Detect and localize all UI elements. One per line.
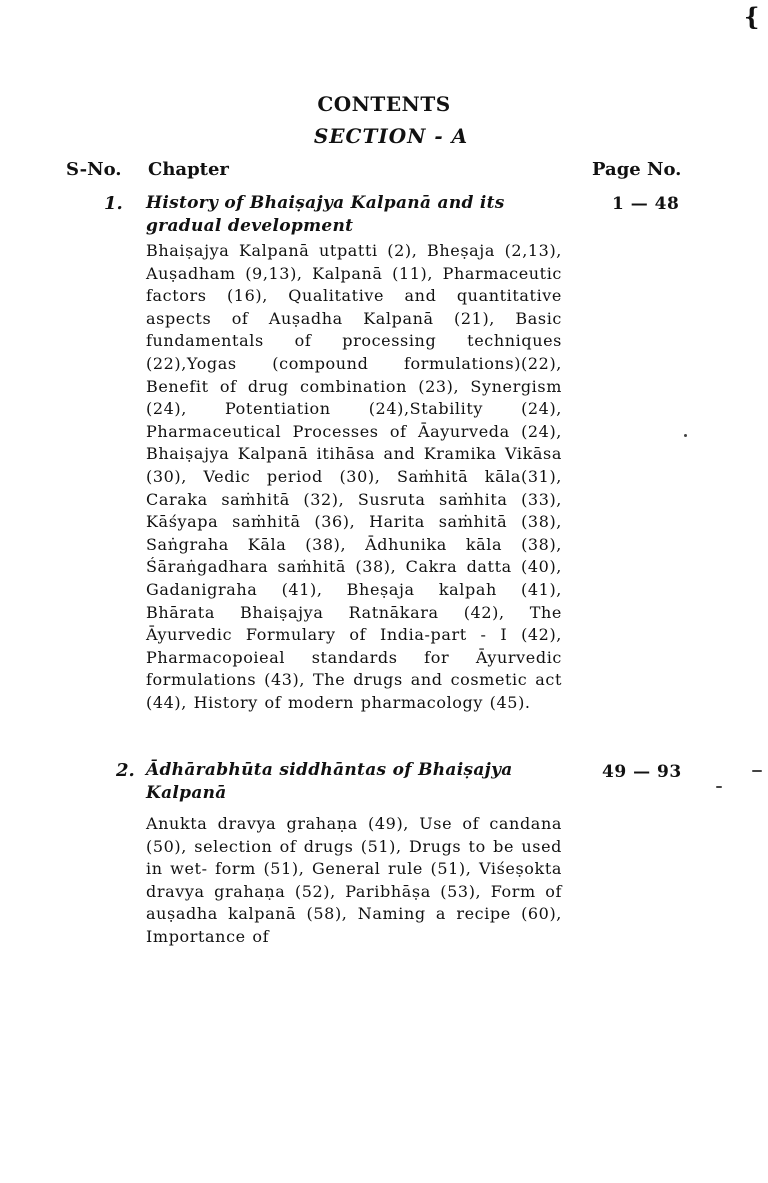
entry-1-number: 1. bbox=[104, 193, 123, 214]
page-title: CONTENTS bbox=[317, 92, 451, 116]
entry-1-description: Bhaiṣajya Kalpanā utpatti (2), Bheṣaja (2,13), Auṣadham (9,13), Kalpanā (11), Pharmaceutic factors (16), Qualitative and quantitative aspects of Auṣadha Kalpanā (21), Basic fundamentals of processing techniques (22),Yogas (compound formulations)(22), Benefit of drug combination (23), Synergism (24), Potentiation (24),Stability (24), Pharmaceutical Processes of Āayurveda (24), Bhaiṣajya Kalpanā itihāsa and Kramika Vikāsa (30), Vedic period (30), Saṁhitā kāla(31), Caraka saṁhitā (32), Susruta saṁhita (33), Kāśyapa saṁhitā (36), Harita saṁhitā (38), Saṅgraha Kāla (38), Ādhunika kāla (38), Śāraṅgadhara saṁhitā (38), Cakra datta (40), Gadanigraha (41), Bheṣaja kalpah (41), Bhārata Bhaiṣajya Ratnākara (42), The Āyurvedic Formulary of India-part - I (42), Pharmacopoieal standards for Āyurvedic formulations (43), The drugs and cosmetic act (44), History of modern pharmacology (45). bbox=[146, 241, 562, 712]
column-header-page: Page No. bbox=[592, 159, 682, 180]
scan-speck bbox=[752, 770, 762, 772]
section-heading: SECTION - A bbox=[313, 124, 469, 148]
entry-2-description: Anukta dravya grahaṇa (49), Use of candana (50), selection of drugs (51), Drugs to be used in wet- form (51), General rule (51), Viśeṣokta dravya grahaṇa (52), Paribhāṣa (53), Form of auṣadha kalpanā (58), Naming a recipe (60), Importance of bbox=[146, 814, 562, 946]
scan-speck bbox=[684, 434, 687, 437]
entry-2-pages: 49 — 93 bbox=[602, 762, 682, 782]
entry-2-number: 2. bbox=[116, 760, 135, 781]
entry-2-title: Ādhārabhūta siddhāntas of Bhaiṣajya Kalpanā bbox=[146, 760, 513, 803]
column-header-sno: S-No. bbox=[66, 159, 122, 180]
column-header-chapter: Chapter bbox=[148, 159, 229, 180]
entry-1-title: History of Bhaiṣajya Kalpanā and its gradual development bbox=[146, 193, 505, 236]
entry-1-pages: 1 — 48 bbox=[612, 194, 680, 214]
corner-mark: { bbox=[744, 2, 760, 31]
scan-speck bbox=[716, 786, 722, 788]
